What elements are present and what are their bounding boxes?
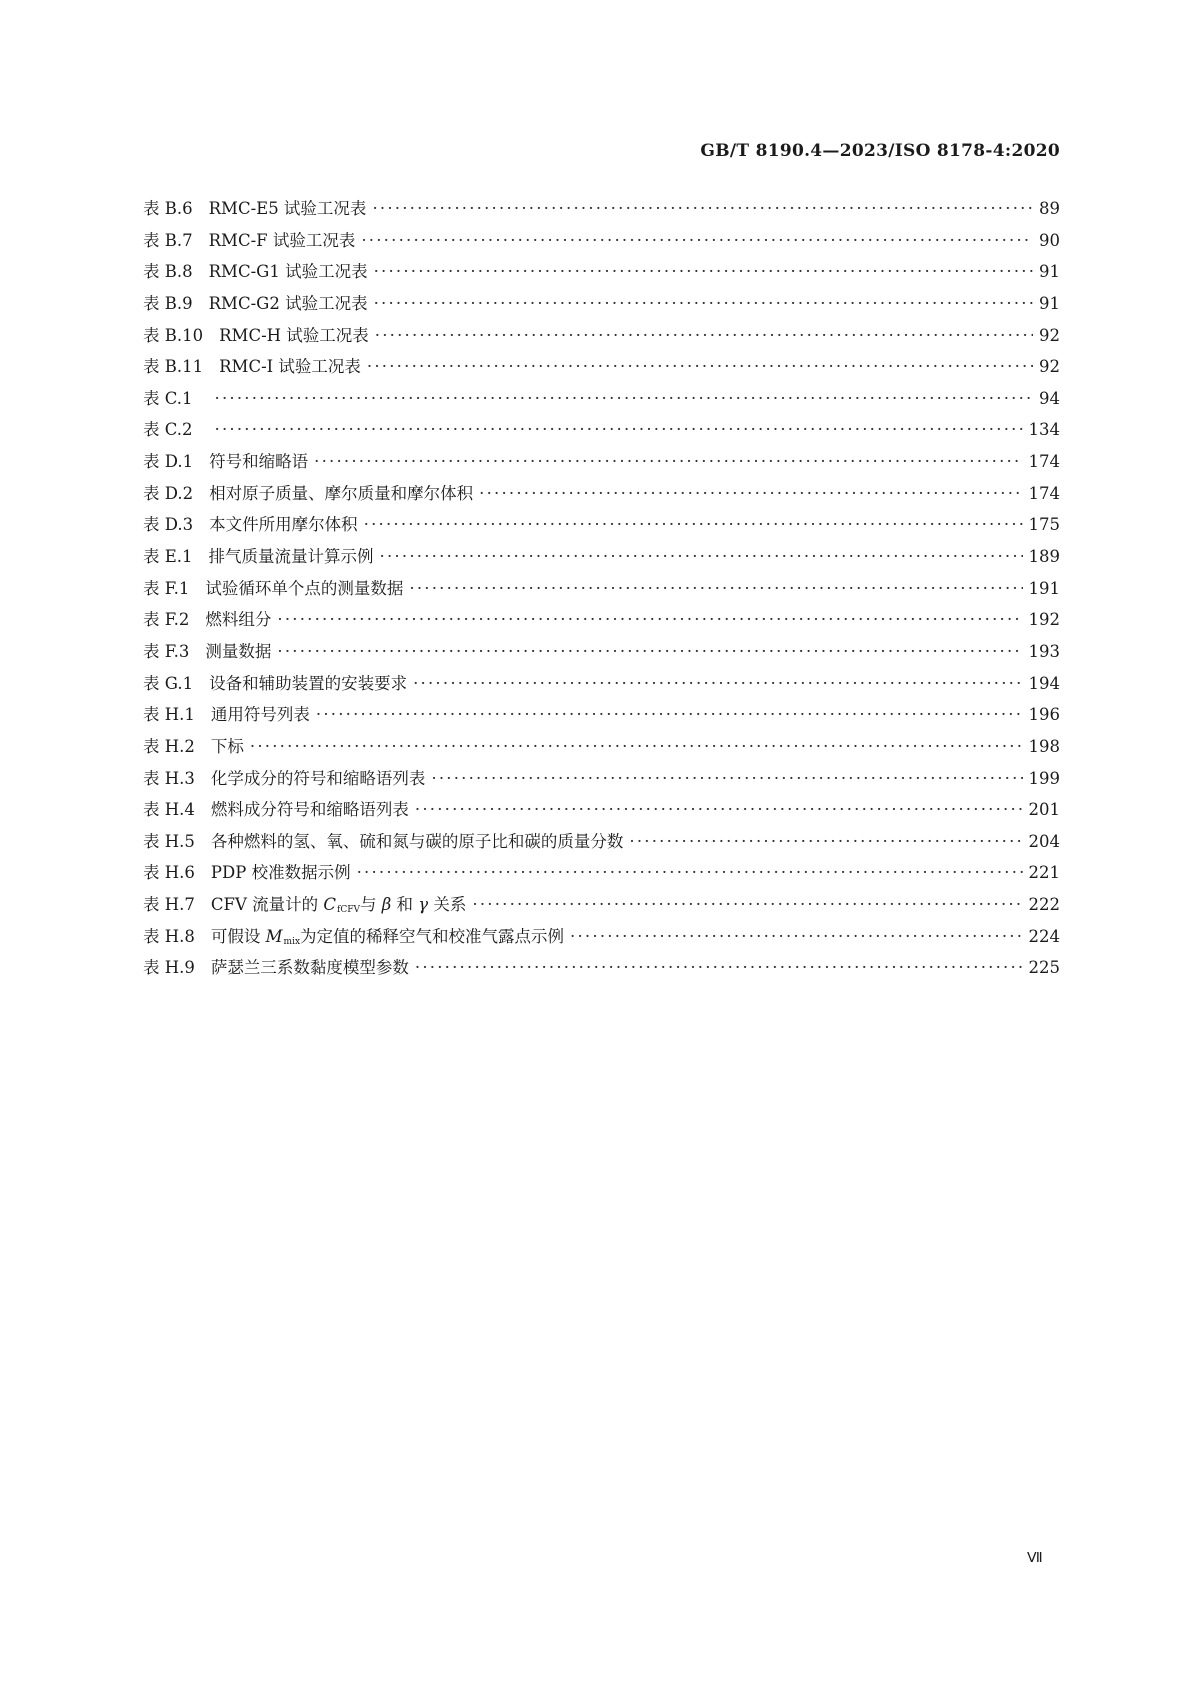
table-title: 排气质量流量计算示例 xyxy=(208,547,374,567)
page-number: 90 xyxy=(1039,230,1060,250)
dot-leader xyxy=(413,674,1022,693)
dot-leader xyxy=(372,199,1033,218)
dot-leader xyxy=(316,705,1023,724)
dot-leader xyxy=(479,484,1022,503)
page-number: 89 xyxy=(1039,199,1060,218)
table-title: PDP 校准数据示例 xyxy=(210,863,351,883)
page-number: 222 xyxy=(1028,895,1060,915)
page-number: 189 xyxy=(1028,547,1060,567)
table-number: 表 B.7 xyxy=(143,230,193,250)
page-number: 221 xyxy=(1028,863,1060,883)
table-number: 表 H.8 xyxy=(143,926,195,946)
dot-leader xyxy=(409,579,1022,598)
math-symbol-m: M xyxy=(265,926,283,946)
page-number: 174 xyxy=(1028,452,1060,472)
toc-row[interactable] xyxy=(143,543,1060,575)
table-title: 通用符号列表 xyxy=(210,705,310,725)
page-number: 192 xyxy=(1028,610,1060,630)
table-of-tables xyxy=(143,195,1060,986)
title-text: 可假设 xyxy=(210,926,266,946)
page-number: 225 xyxy=(1028,958,1060,978)
table-number: 表 B.8 xyxy=(143,262,193,282)
table-number: 表 H.3 xyxy=(143,768,195,788)
page-number: 92 xyxy=(1039,325,1060,345)
page-number: 94 xyxy=(1039,388,1060,408)
page-number: 175 xyxy=(1028,515,1060,535)
toc-row[interactable] xyxy=(143,322,1060,354)
toc-row[interactable] xyxy=(143,891,1060,923)
table-title: 试验循环单个点的测量数据 xyxy=(205,578,404,598)
table-number: 表 H.1 xyxy=(143,705,195,725)
title-text: 和 xyxy=(391,895,419,915)
table-title: 相对原子质量、摩尔质量和摩尔体积 xyxy=(209,483,474,503)
page-number: 191 xyxy=(1028,578,1060,598)
toc-row[interactable] xyxy=(143,733,1060,765)
page-footer-number: Ⅶ xyxy=(1027,1551,1043,1566)
table-title: 燃料组分 xyxy=(205,610,272,630)
table-number: 表 E.1 xyxy=(143,547,193,567)
table-number: 表 H.9 xyxy=(143,958,195,978)
dot-leader xyxy=(629,832,1022,851)
toc-row[interactable] xyxy=(143,258,1060,290)
dot-leader xyxy=(374,262,1033,281)
dot-leader xyxy=(277,610,1022,629)
table-title: 测量数据 xyxy=(205,641,272,661)
table-title: RMC-F 试验工况表 xyxy=(208,230,356,250)
table-title: 化学成分的符号和缩略语列表 xyxy=(210,768,426,788)
table-number: 表 F.1 xyxy=(143,578,190,598)
table-number: 表 C.2 xyxy=(143,420,193,440)
page-number: 92 xyxy=(1039,357,1060,377)
page-number: 91 xyxy=(1039,293,1060,313)
toc-row[interactable] xyxy=(143,638,1060,670)
table-title xyxy=(211,923,564,947)
page-number: 199 xyxy=(1028,768,1060,788)
toc-row[interactable] xyxy=(143,353,1060,385)
dot-leader xyxy=(415,958,1023,977)
dot-leader xyxy=(431,769,1022,788)
toc-row[interactable] xyxy=(143,765,1060,797)
page-number: 201 xyxy=(1028,800,1060,820)
toc-row[interactable] xyxy=(143,606,1060,638)
table-number: 表 D.1 xyxy=(143,452,194,472)
math-symbol-c: C xyxy=(323,895,336,915)
table-number: 表 D.3 xyxy=(143,515,194,535)
table-title: RMC-G2 试验工况表 xyxy=(208,293,368,313)
table-title: RMC-E5 试验工况表 xyxy=(208,199,367,218)
table-number: 表 G.1 xyxy=(143,673,194,693)
table-number: 表 H.4 xyxy=(143,800,195,820)
toc-row[interactable] xyxy=(143,511,1060,543)
toc-row[interactable] xyxy=(143,448,1060,480)
table-number: 表 B.9 xyxy=(143,293,193,313)
dot-leader xyxy=(277,642,1022,661)
toc-row[interactable] xyxy=(143,670,1060,702)
toc-row[interactable] xyxy=(143,923,1060,955)
table-number: 表 F.3 xyxy=(143,641,190,661)
title-text: 为定值的稀释空气和校准气露点示例 xyxy=(300,926,565,946)
table-title: RMC-I 试验工况表 xyxy=(219,357,361,377)
math-symbol-beta: β xyxy=(381,895,392,915)
page-number: 134 xyxy=(1028,420,1060,440)
dot-leader xyxy=(375,326,1033,345)
dot-leader xyxy=(380,547,1023,566)
table-number: 表 B.11 xyxy=(143,357,204,377)
title-text: CFV 流量计的 xyxy=(210,895,324,915)
toc-row[interactable] xyxy=(143,828,1060,860)
page-number: 194 xyxy=(1028,673,1060,693)
toc-row[interactable] xyxy=(143,575,1060,607)
table-title: 萨瑟兰三系数黏度模型参数 xyxy=(210,958,409,978)
dot-leader xyxy=(367,357,1033,376)
toc-row[interactable] xyxy=(143,480,1060,512)
toc-row[interactable] xyxy=(143,195,1060,227)
subscript: mix xyxy=(283,936,301,947)
page-number: 174 xyxy=(1028,483,1060,503)
table-number: 表 F.2 xyxy=(143,610,190,630)
toc-row[interactable] xyxy=(143,796,1060,828)
dot-leader xyxy=(415,800,1023,819)
dot-leader xyxy=(472,895,1022,914)
dot-leader xyxy=(364,515,1023,534)
toc-row[interactable] xyxy=(143,416,1060,448)
toc-row[interactable] xyxy=(143,954,1060,986)
table-number: 表 D.2 xyxy=(143,483,194,503)
document-header: GB/T 8190.4—2023/ISO 8178-4:2020 xyxy=(700,141,1060,161)
dot-leader xyxy=(314,452,1022,471)
toc-row[interactable] xyxy=(143,859,1060,891)
table-number: 表 C.1 xyxy=(143,388,193,408)
table-number: 表 B.6 xyxy=(143,199,193,218)
table-title: 燃料成分符号和缩略语列表 xyxy=(210,800,409,820)
page-number: 204 xyxy=(1028,831,1060,851)
page-number: 198 xyxy=(1028,736,1060,756)
page-number: 91 xyxy=(1039,262,1060,282)
page-number: 224 xyxy=(1028,926,1060,946)
toc-row[interactable] xyxy=(143,701,1060,733)
title-text: 关系 xyxy=(428,895,467,915)
table-title: 符号和缩略语 xyxy=(209,452,309,472)
dot-leader xyxy=(357,863,1023,882)
dot-leader xyxy=(215,420,1023,439)
title-text: 与 xyxy=(359,895,382,915)
math-symbol-gamma: γ xyxy=(418,895,429,915)
toc-row[interactable] xyxy=(143,290,1060,322)
dot-leader xyxy=(570,927,1022,946)
table-number: 表 H.2 xyxy=(143,736,195,756)
table-number: 表 B.10 xyxy=(143,325,204,345)
toc-row[interactable] xyxy=(143,227,1060,259)
table-number: 表 H.6 xyxy=(143,863,195,883)
table-title: 本文件所用摩尔体积 xyxy=(209,515,358,535)
dot-leader xyxy=(215,389,1033,408)
table-number: 表 H.5 xyxy=(143,831,195,851)
table-title: RMC-H 试验工况表 xyxy=(219,325,369,345)
table-title: 下标 xyxy=(210,736,244,756)
dot-leader xyxy=(361,231,1033,250)
table-title: RMC-G1 试验工况表 xyxy=(208,262,368,282)
dot-leader xyxy=(374,294,1033,313)
table-title xyxy=(211,891,467,915)
table-number: 表 H.7 xyxy=(143,895,195,915)
subscript: fCFV xyxy=(337,905,360,916)
page-number: 196 xyxy=(1028,705,1060,725)
table-title: 各种燃料的氢、氧、硫和氮与碳的原子比和碳的质量分数 xyxy=(210,831,624,851)
dot-leader xyxy=(250,737,1023,756)
table-title: 设备和辅助装置的安装要求 xyxy=(209,673,408,693)
toc-row[interactable] xyxy=(143,385,1060,417)
page-number: 193 xyxy=(1028,641,1060,661)
